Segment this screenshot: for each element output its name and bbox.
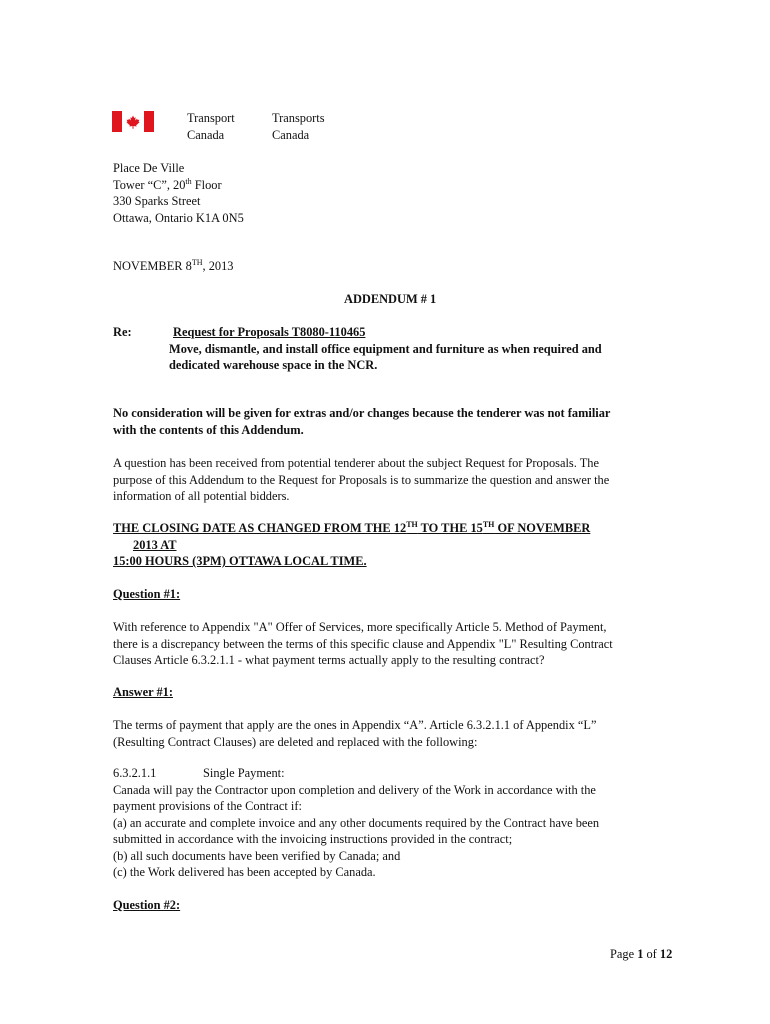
- re-subject: [169, 324, 689, 374]
- question-1-heading: Question #1:: [113, 587, 181, 601]
- answer-1-clause: 6.3.2.1.1 Single Payment: Canada will pay the Contractor upon completion and delivery of the Work in accordance with the payment provisions of the Contract if: (a) an accurate and complete invoice and any other documents required by the Contract have been submitted in accordance with the invoicing instructions provided in the contract; (b) all such documents have been verified by Canada; and (c) the Work delivered has been accepted by Canada.: [113, 766, 600, 879]
- notice-paragraph: No consideration will be given for extras and/or changes because the tenderer was not familiar with the contents of this Addendum.: [113, 406, 611, 437]
- document-date: NOVEMBER 8TH, 2013: [113, 257, 234, 273]
- rfp-number: Request for Proposals T8080-110465: [173, 325, 366, 339]
- re-label: Re:: [113, 325, 132, 339]
- address-line: 330 Sparks Street: [113, 194, 201, 208]
- address-line: Tower “C”, 20th Floor: [113, 176, 222, 192]
- clause-number: 6.3.2.1.1: [113, 766, 157, 780]
- answer-1-heading: Answer #1:: [113, 685, 173, 699]
- intro-paragraph: A question has been received from potential tenderer about the subject Request for Proposals. The purpose of this Addendum to the Request for Proposals is to summarize the question and answer the information of all potential bidders.: [113, 456, 610, 503]
- answer-1-text: The terms of payment that apply are the ones in Appendix “A”. Article 6.3.2.1.1 of Appendix “L” (Resulting Contract Clauses) are deleted and replaced with the following:: [113, 718, 597, 749]
- question-1-text: With reference to Appendix "A" Offer of Services, more specifically Article 5. Method of Payment, there is a discrepancy between the terms of this specific clause and Appendix "L" Resulting Contract Clauses Article 6.3.2.1.1 - what payment terms actually apply to the resulting contract?: [113, 620, 613, 667]
- dept-en-line2: Canada: [187, 127, 225, 142]
- rfp-description: Move, dismantle, and install office equipment and furniture as when required and: [169, 341, 602, 356]
- rfp-description: dedicated warehouse space in the NCR.: [169, 358, 378, 372]
- address-block: [113, 160, 244, 226]
- question-2-heading: Question #2:: [113, 898, 181, 912]
- dept-fr-line2: Canada: [272, 127, 310, 142]
- page-number: Page 1 of 12: [610, 947, 673, 961]
- dept-en-line1: Transport: [187, 111, 235, 125]
- address-line: Place De Ville: [113, 161, 185, 175]
- addendum-title: ADDENDUM # 1: [344, 292, 437, 306]
- canada-flag-logo: [112, 111, 154, 132]
- department-name-fr: [272, 110, 325, 143]
- address-line: Ottawa, Ontario K1A 0N5: [113, 210, 244, 225]
- closing-date-notice: THE CLOSING DATE AS CHANGED FROM THE 12TH TO THE 15TH OF NOVEMBER 2013 AT 15:00 HOURS (3PM) OTTAWA LOCAL TIME.: [113, 519, 591, 568]
- department-name-en: [187, 110, 235, 143]
- clause-title: Single Payment:: [203, 766, 285, 780]
- dept-fr-line1: Transports: [272, 111, 325, 125]
- maple-leaf-icon: [126, 115, 140, 129]
